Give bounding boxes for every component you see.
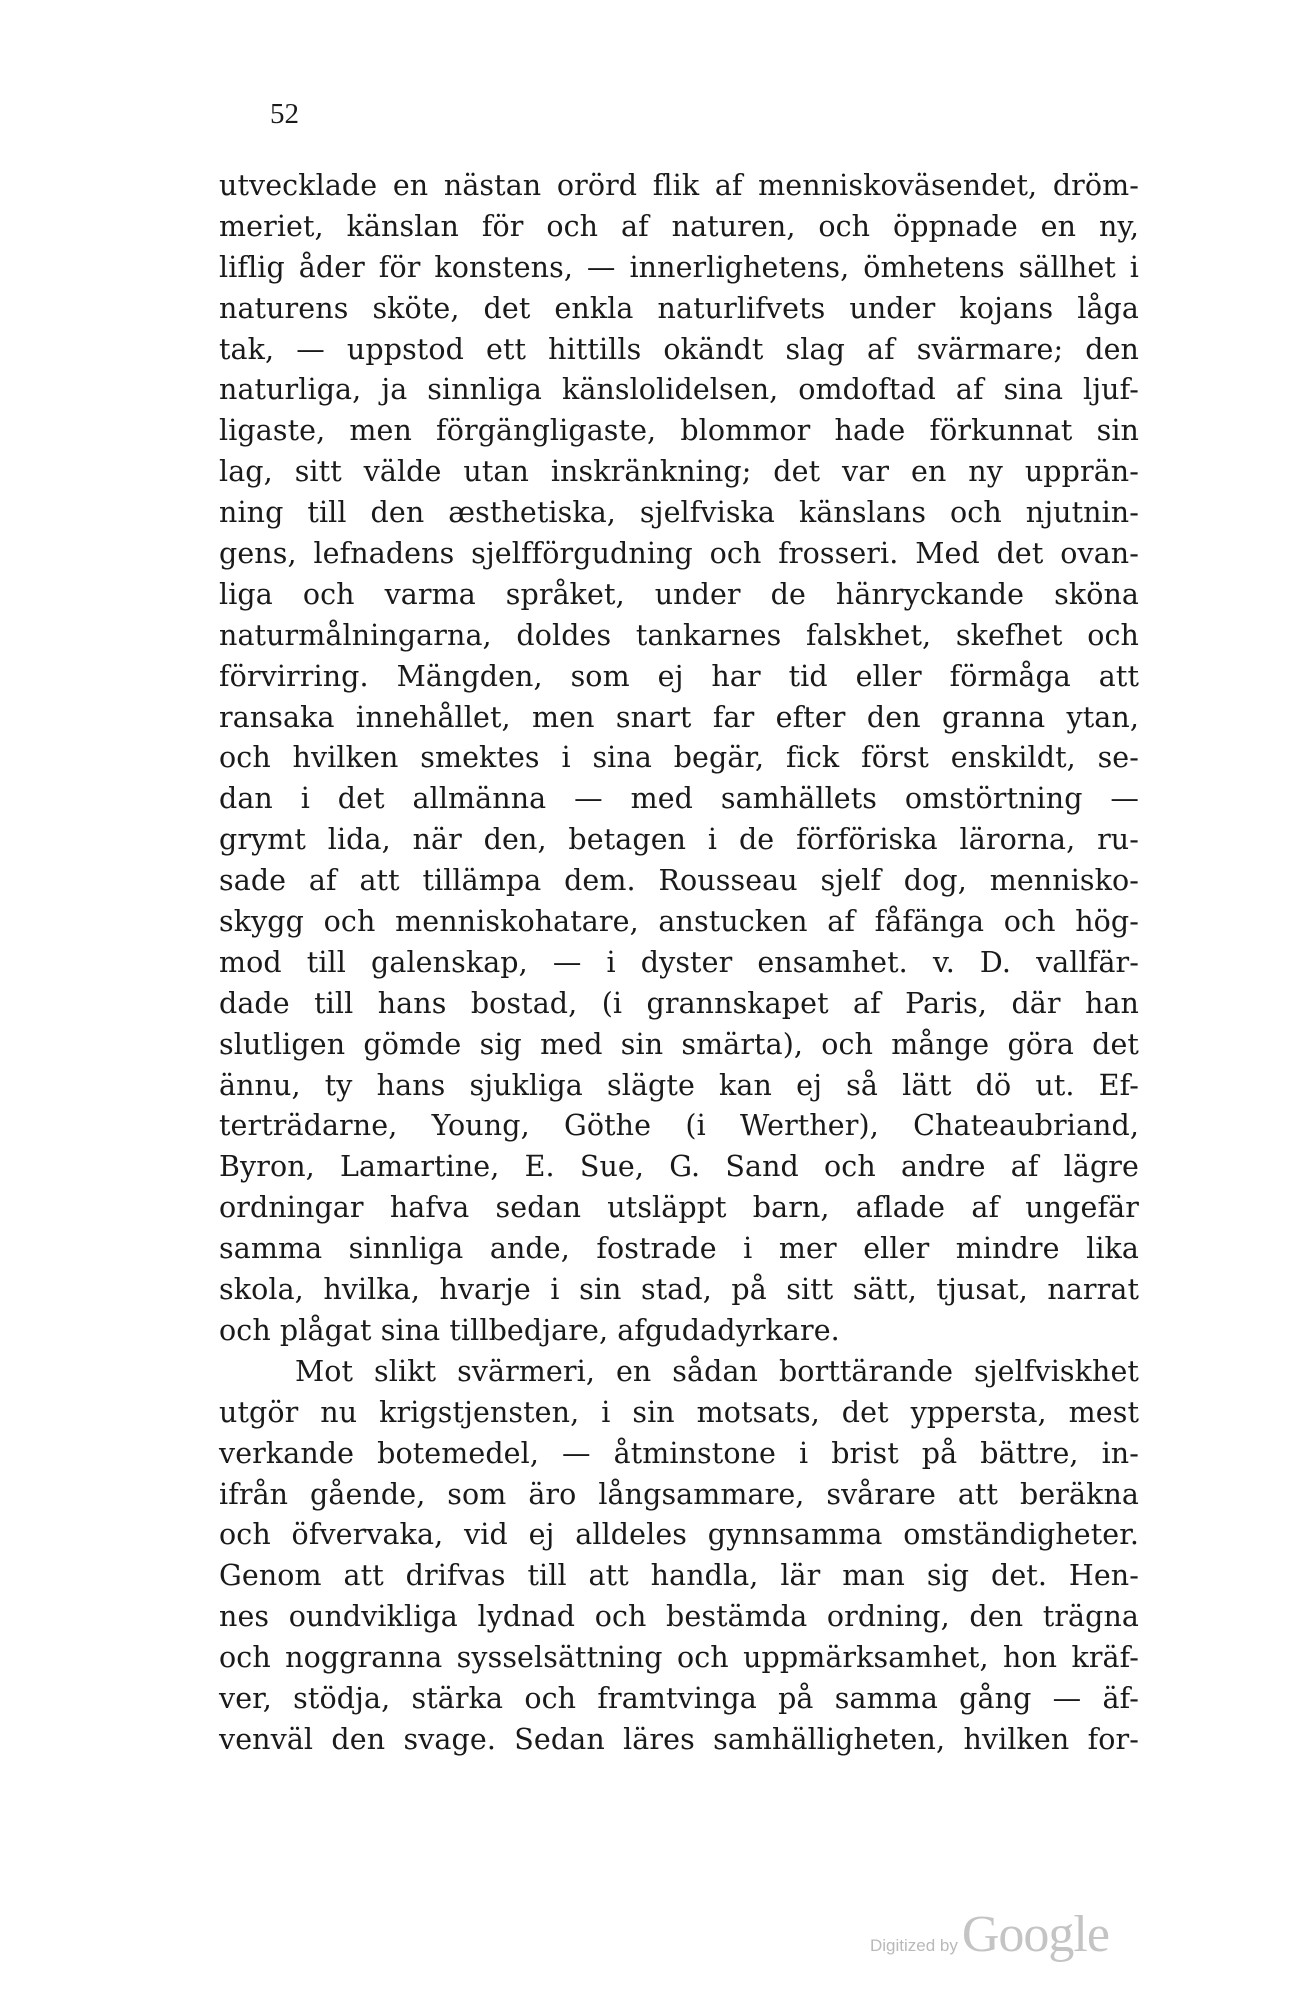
text-line: förvirring. Mängden, som ej har tid eller förmåga att [219,659,1139,693]
watermark-prefix: Digitized by [870,1936,958,1955]
text-line: utgör nu krigstjensten, i sin motsats, det yppersta, mest [219,1395,1139,1429]
text-line: ligaste, men förgängligaste, blommor hade förkunnat sin [219,414,1139,448]
text-line: dade till hans bostad, (i grannskapet af Paris, där han [219,986,1139,1020]
text-line: lag, sitt välde utan inskränkning; det var en ny upprän- [219,455,1139,489]
paragraph-end-line: och plågat sina tillbedjare, afgudadyrkare. [219,1313,840,1347]
text-line: liflig åder för konstens, — innerlighetens, ömhetens sällhet i [219,250,1139,284]
text-line: ver, stödja, stärka och framtvinga på samma gång — äf- [219,1681,1139,1715]
text-line: dan i det allmänna — med samhällets omstörtning — [219,782,1139,816]
text-line: ifrån gående, som äro långsammare, svårare att beräkna [219,1477,1139,1511]
text-line: och noggranna sysselsättning och uppmärksamhet, hon kräf- [219,1641,1139,1675]
page-number: 52 [270,98,299,130]
text-line: tak, — uppstod ett hittills okändt slag af svärmare; den [219,332,1139,366]
text-line: naturens sköte, det enkla naturlifvets under kojans låga [219,291,1139,325]
text-line: ännu, ty hans sjukliga slägte kan ej så lätt dö ut. Ef- [219,1068,1139,1102]
text-line: grymt lida, när den, betagen i de förföriska lärorna, ru- [219,823,1139,857]
text-line: samma sinnliga ande, fostrade i mer eller mindre lika [219,1232,1139,1266]
text-line: naturliga, ja sinnliga känslolidelsen, omdoftad af sina ljuf- [219,373,1139,407]
text-line: venväl den svage. Sedan läres samhälligheten, hvilken for- [219,1722,1139,1756]
text-line: och öfvervaka, vid ej alldeles gynnsamma omständigheter. [219,1518,1139,1552]
digitized-watermark [870,1905,1109,1965]
text-line: gens, lefnadens sjelfförgudning och frosseri. Med det ovan- [219,537,1139,571]
text-line: slutligen gömde sig med sin smärta), och månge göra det [219,1027,1139,1061]
text-line: Byron, Lamartine, E. Sue, G. Sand och andre af lägre [219,1150,1139,1184]
text-line: mod till galenskap, — i dyster ensamhet. v. D. vallfär- [219,945,1139,979]
text-line: skola, hvilka, hvarje i sin stad, på sitt sätt, tjusat, narrat [219,1273,1139,1307]
paragraph-start-line: Mot slikt svärmeri, en sådan borttärande sjelfviskhet [295,1354,1139,1388]
text-line: och hvilken smektes i sina begär, fick först enskildt, se- [219,741,1139,775]
text-line: meriet, känslan för och af naturen, och öppnade en ny, [219,209,1139,243]
text-line: liga och varma språket, under de hänryckande sköna [219,577,1139,611]
text-line: ning till den æsthetiska, sjelfviska känslans och njutnin- [219,496,1139,530]
text-line: verkande botemedel, — åtminstone i brist på bättre, in- [219,1436,1139,1470]
text-line: ordningar hafva sedan utsläppt barn, aflade af ungefär [219,1191,1139,1225]
text-line: utvecklade en nästan orörd flik af menniskoväsendet, dröm- [219,169,1139,202]
text-line: ransaka innehållet, men snart far efter den granna ytan, [219,700,1139,734]
google-logo: Google [961,1906,1109,1963]
text-line: nes oundvikliga lydnad och bestämda ordning, den trägna [219,1600,1139,1634]
text-line: skygg och menniskohatare, anstucken af fåfänga och hög- [219,905,1139,939]
text-line: naturmålningarna, doldes tankarnes falskhet, skefhet och [219,618,1139,652]
body-text [219,166,1139,1761]
text-line: Genom att drifvas till att handla, lär man sig det. Hen- [219,1559,1139,1593]
text-line: sade af att tillämpa dem. Rousseau sjelf dog, mennisko- [219,864,1139,898]
text-line: terträdarne, Young, Göthe (i Werther), Chateaubriand, [219,1109,1139,1143]
